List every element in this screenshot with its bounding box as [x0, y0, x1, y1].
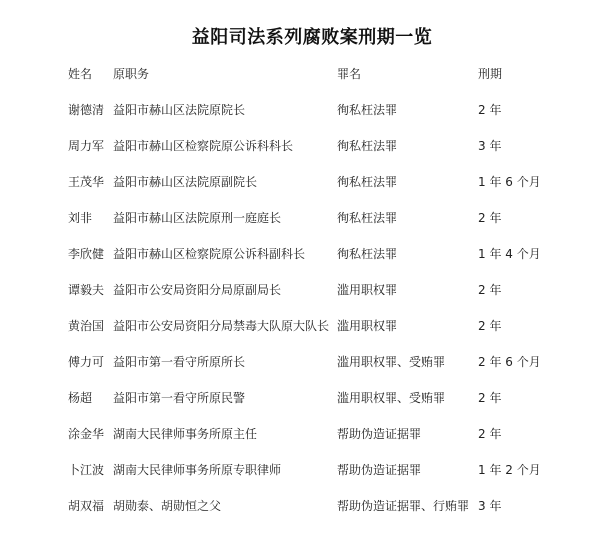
cell-sentence: 2 年 — [478, 319, 502, 333]
cell-sentence: 1 年 6 个月 — [478, 175, 541, 189]
cell-crime: 帮助伪造证据罪 — [337, 463, 422, 477]
table-header-row — [68, 56, 568, 92]
cell-crime: 帮助伪造证据罪、行贿罪 — [337, 499, 470, 513]
cell-name: 黄治国 — [68, 319, 105, 333]
cell-name: 涂金华 — [68, 427, 105, 441]
table-row — [68, 488, 568, 524]
cell-sentence: 3 年 — [478, 139, 502, 153]
table-row — [68, 236, 568, 272]
page-title: 益阳司法系列腐败案刑期一览 — [191, 27, 433, 48]
cell-name: 胡双福 — [68, 499, 105, 513]
cell-name: 周力军 — [68, 139, 105, 153]
table-row — [68, 200, 568, 236]
table-row — [68, 92, 568, 128]
table-row — [68, 164, 568, 200]
cell-position: 胡勋泰、胡勋恒之父 — [113, 499, 222, 513]
cell-crime: 徇私枉法罪 — [337, 139, 398, 153]
cell-position: 益阳市第一看守所原所长 — [113, 355, 246, 369]
cell-sentence: 2 年 — [478, 103, 502, 117]
cell-name: 王茂华 — [68, 175, 105, 189]
table-row — [68, 128, 568, 164]
table-row — [68, 416, 568, 452]
cell-position: 益阳市赫山区法院原院长 — [113, 103, 246, 117]
cell-position: 湖南大民律师事务所原专职律师 — [113, 463, 282, 477]
cell-position: 益阳市赫山区法院原副院长 — [113, 175, 258, 189]
cell-name: 卜江波 — [68, 463, 105, 477]
cell-name: 杨超 — [68, 391, 93, 405]
cell-crime: 徇私枉法罪 — [337, 247, 398, 261]
cell-crime: 滥用职权罪、受贿罪 — [337, 355, 446, 369]
header-crime: 罪名 — [337, 67, 362, 81]
table-row — [68, 272, 568, 308]
cell-sentence: 2 年 — [478, 391, 502, 405]
cell-position: 益阳市公安局资阳分局原副局长 — [113, 283, 282, 297]
cell-crime: 滥用职权罪、受贿罪 — [337, 391, 446, 405]
header-sentence: 刑期 — [478, 67, 503, 81]
cell-position: 益阳市第一看守所原民警 — [113, 391, 246, 405]
header-position: 原职务 — [113, 67, 150, 81]
cell-sentence: 3 年 — [478, 499, 502, 513]
cell-position: 益阳市赫山区法院原刑一庭庭长 — [113, 211, 282, 225]
table-row — [68, 452, 568, 488]
cell-crime: 滥用职权罪 — [337, 283, 398, 297]
table-row — [68, 344, 568, 380]
cell-sentence: 2 年 — [478, 283, 502, 297]
cell-position: 益阳市赫山区检察院原公诉科科长 — [113, 139, 294, 153]
cell-name: 李欣健 — [68, 247, 105, 261]
cell-position: 益阳市赫山区检察院原公诉科副科长 — [113, 247, 306, 261]
cell-sentence: 2 年 6 个月 — [478, 355, 541, 369]
cell-crime: 徇私枉法罪 — [337, 175, 398, 189]
sentence-table — [68, 56, 568, 524]
cell-crime: 滥用职权罪 — [337, 319, 398, 333]
cell-position: 益阳市公安局资阳分局禁毒大队原大队长 — [113, 319, 330, 333]
cell-name: 谭毅夫 — [68, 283, 105, 297]
cell-name: 刘非 — [68, 211, 93, 225]
cell-position: 湖南大民律师事务所原主任 — [113, 427, 258, 441]
cell-crime: 徇私枉法罪 — [337, 103, 398, 117]
cell-sentence: 1 年 2 个月 — [478, 463, 541, 477]
cell-sentence: 2 年 — [478, 427, 502, 441]
cell-sentence: 1 年 4 个月 — [478, 247, 541, 261]
table-row — [68, 308, 568, 344]
cell-sentence: 2 年 — [478, 211, 502, 225]
cell-crime: 帮助伪造证据罪 — [337, 427, 422, 441]
cell-name: 谢德清 — [68, 103, 105, 117]
cell-name: 傅力可 — [68, 355, 105, 369]
table-row — [68, 380, 568, 416]
header-name: 姓名 — [68, 67, 93, 81]
cell-crime: 徇私枉法罪 — [337, 211, 398, 225]
